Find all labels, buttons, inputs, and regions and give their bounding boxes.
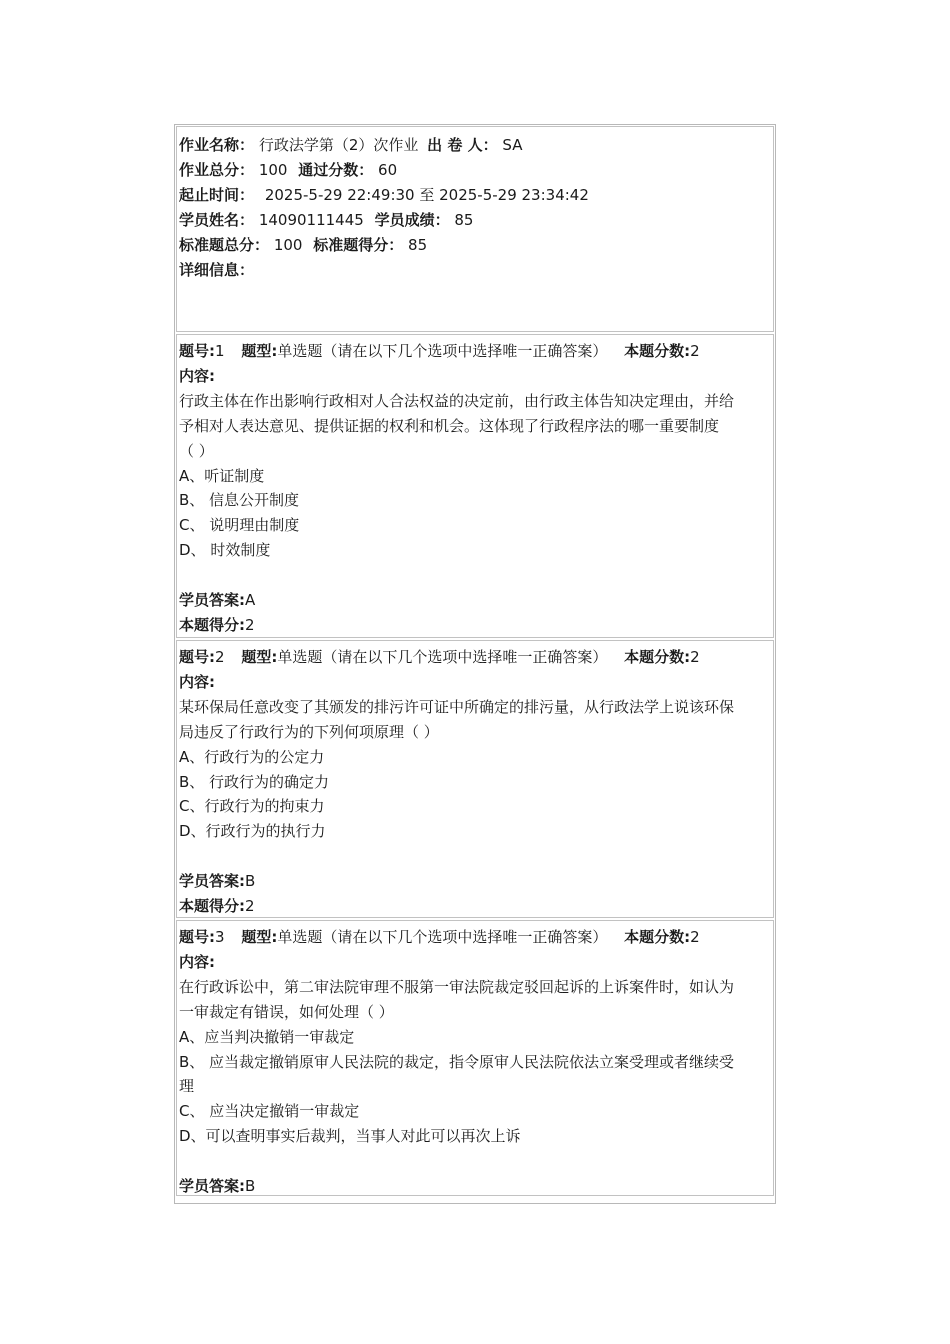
student-answer: B xyxy=(245,872,256,891)
question-text-line: 一审裁定有错误，如何处理（ ） xyxy=(179,1002,394,1021)
content-label: 内容: xyxy=(179,672,215,691)
question-text-line: 行政主体在作出影响行政相对人合法权益的决定前，由行政主体告知决定理由，并给 xyxy=(179,391,735,410)
option-d: D、可以查明事实后裁判，当事人对此可以再次上诉 xyxy=(179,1127,521,1146)
option-c: C、 说明理由制度 xyxy=(179,516,300,535)
info-row-student: 学员姓名： 14090111445 学员成绩： 85 xyxy=(179,210,474,229)
question-got-row: 本题得分:2 xyxy=(179,897,255,916)
info-row-standard: 标准题总分： 100 标准题得分： 85 xyxy=(179,235,428,254)
student-answer-row: 学员答案:A xyxy=(179,591,256,610)
time-range: 2025-5-29 22:49:30 至 2025-5-29 23:34:42 xyxy=(264,185,589,204)
assignment-sheet xyxy=(174,124,776,1204)
question-header: 题号:2 题型:单选题（请在以下几个选项中选择唯一正确答案） 本题分数:2 xyxy=(179,648,700,666)
option-b: B、 行政行为的确定力 xyxy=(179,772,330,791)
question-score: 2 xyxy=(690,342,700,360)
option-d: D、 时效制度 xyxy=(179,541,271,560)
student-answer: B xyxy=(245,1177,256,1196)
student-answer: A xyxy=(245,591,256,610)
question-text-line: （ ） xyxy=(179,441,214,460)
question-got-row: 本题得分:2 xyxy=(179,615,255,634)
question-score: 2 xyxy=(690,648,700,666)
question-type: 单选题（请在以下几个选项中选择唯一正确答案） xyxy=(277,342,608,360)
question-got-score: 2 xyxy=(245,897,255,916)
question-got-score: 2 xyxy=(245,615,255,634)
question-2 xyxy=(176,640,774,918)
option-a: A、应当判决撤销一审裁定 xyxy=(179,1027,355,1046)
info-row-title: 作业名称： 行政法学第（2）次作业 出 卷 人： SA xyxy=(179,136,523,154)
option-a: A、行政行为的公定力 xyxy=(179,747,325,766)
question-text-line: 局违反了行政行为的下列何项原理（ ） xyxy=(179,722,439,741)
total-score: 100 xyxy=(258,160,288,179)
student-answer-row: 学员答案:B xyxy=(179,872,256,891)
info-row-time: 起止时间： 2025-5-29 22:49:30 至 2025-5-29 23:34:42 xyxy=(179,185,589,204)
question-type: 单选题（请在以下几个选项中选择唯一正确答案） xyxy=(277,928,608,946)
option-b: B、 信息公开制度 xyxy=(179,491,300,510)
content-label: 内容: xyxy=(179,366,215,385)
option-d: D、行政行为的执行力 xyxy=(179,822,326,841)
question-1 xyxy=(176,334,774,638)
pass-score: 60 xyxy=(378,160,398,179)
student-grade: 85 xyxy=(454,210,474,229)
option-b-continued: 理 xyxy=(179,1077,195,1096)
standard-score: 85 xyxy=(408,235,428,254)
info-row-detail: 详细信息： xyxy=(179,260,255,279)
question-type: 单选题（请在以下几个选项中选择唯一正确答案） xyxy=(277,648,608,666)
content-label: 内容: xyxy=(179,952,215,971)
question-number: 1 xyxy=(215,342,225,360)
option-c: C、行政行为的拘束力 xyxy=(179,797,325,816)
author-value: SA xyxy=(502,136,523,154)
standard-total: 100 xyxy=(273,235,303,254)
question-number: 2 xyxy=(215,648,225,666)
question-3 xyxy=(176,920,774,1196)
assignment-title: 行政法学第（2）次作业 xyxy=(258,136,419,154)
option-a: A、听证制度 xyxy=(179,466,265,485)
option-b: B、 应当裁定撤销原审人民法院的裁定，指令原审人民法院依法立案受理或者继续受 xyxy=(179,1052,735,1071)
question-header: 题号:3 题型:单选题（请在以下几个选项中选择唯一正确答案） 本题分数:2 xyxy=(179,928,700,946)
question-text-line: 某环保局任意改变了其颁发的排污许可证中所确定的排污量，从行政法学上说该环保 xyxy=(179,697,735,716)
question-score: 2 xyxy=(690,928,700,946)
info-row-scores: 作业总分： 100 通过分数： 60 xyxy=(179,160,398,179)
student-answer-row: 学员答案:B xyxy=(179,1177,256,1196)
question-text-line: 予相对人表达意见、提供证据的权利和机会。这体现了行政程序法的哪一重要制度 xyxy=(179,416,720,435)
option-c: C、 应当决定撤销一审裁定 xyxy=(179,1102,360,1121)
question-number: 3 xyxy=(215,928,225,946)
assignment-info-box xyxy=(176,126,774,332)
question-text-line: 在行政诉讼中，第二审法院审理不服第一审法院裁定驳回起诉的上诉案件时，如认为 xyxy=(179,977,735,996)
question-header: 题号:1 题型:单选题（请在以下几个选项中选择唯一正确答案） 本题分数:2 xyxy=(179,342,700,360)
student-name: 14090111445 xyxy=(258,210,364,229)
